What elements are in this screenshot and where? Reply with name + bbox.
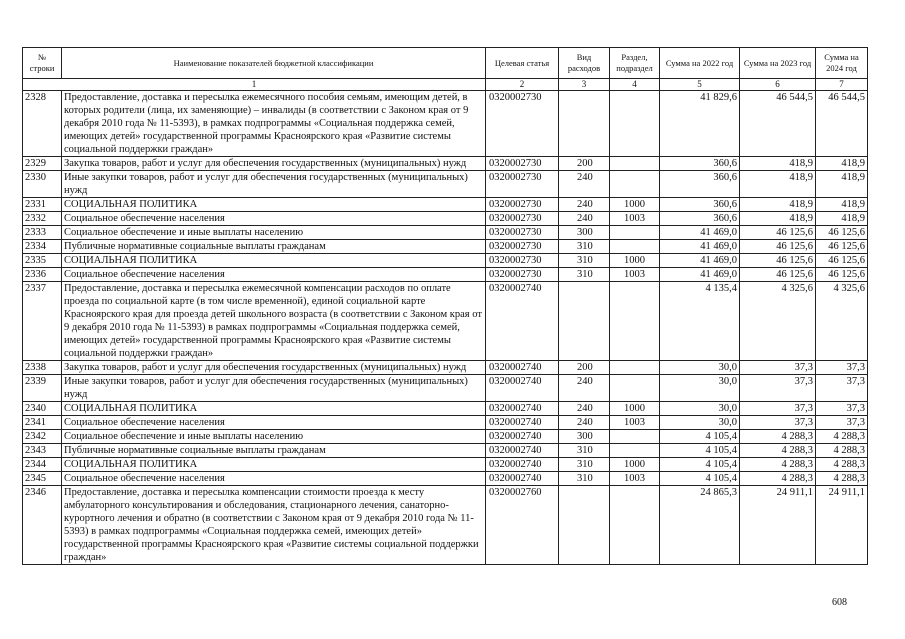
row-kind-cell: 300 [559,430,610,444]
row-section-cell [610,240,660,254]
row-section-cell [610,282,660,361]
row-sum-2023-cell: 418,9 [740,171,816,198]
row-article-cell: 0320002730 [486,240,559,254]
header-article: Целевая статья [486,48,559,79]
row-sum-2024-cell: 418,9 [816,171,868,198]
row-sum-2023-cell: 24 911,1 [740,486,816,565]
row-sum-2022-cell: 360,6 [660,157,740,171]
row-sum-2024-cell: 37,3 [816,375,868,402]
row-sum-2022-cell: 30,0 [660,402,740,416]
row-sum-2024-cell: 46 125,6 [816,268,868,282]
row-kind-cell: 240 [559,375,610,402]
row-sum-2024-cell: 4 288,3 [816,430,868,444]
row-number-cell: 2328 [23,91,62,157]
row-section-cell: 1000 [610,198,660,212]
row-article-cell: 0320002740 [486,444,559,458]
row-sum-2024-cell: 37,3 [816,402,868,416]
row-name-cell: Социальное обеспечение населения [62,472,486,486]
row-name-cell: СОЦИАЛЬНАЯ ПОЛИТИКА [62,198,486,212]
row-sum-2023-cell: 46 125,6 [740,240,816,254]
table-row [23,212,868,226]
row-section-cell: 1000 [610,458,660,472]
table-row [23,458,868,472]
table-row [23,171,868,198]
row-sum-2022-cell: 41 469,0 [660,226,740,240]
row-sum-2022-cell: 41 829,6 [660,91,740,157]
row-sum-2023-cell: 37,3 [740,402,816,416]
row-sum-2024-cell: 37,3 [816,361,868,375]
column-number: 6 [740,79,816,91]
row-sum-2023-cell: 4 288,3 [740,430,816,444]
row-sum-2023-cell: 37,3 [740,375,816,402]
row-kind-cell [559,282,610,361]
column-number: 3 [559,79,610,91]
row-section-cell: 1003 [610,472,660,486]
row-name-cell: Закупка товаров, работ и услуг для обеспечения государственных (муниципальных) нужд [62,361,486,375]
table-row [23,416,868,430]
row-article-cell: 0320002740 [486,416,559,430]
row-article-cell: 0320002730 [486,157,559,171]
table-row [23,240,868,254]
row-section-cell: 1000 [610,402,660,416]
row-sum-2023-cell: 4 288,3 [740,444,816,458]
row-sum-2024-cell: 46 544,5 [816,91,868,157]
row-sum-2023-cell: 37,3 [740,416,816,430]
row-section-cell [610,486,660,565]
row-kind-cell: 240 [559,402,610,416]
row-sum-2022-cell: 4 105,4 [660,458,740,472]
row-sum-2022-cell: 24 865,3 [660,486,740,565]
row-section-cell [610,375,660,402]
header-name: Наименование показателей бюджетной классификации [62,48,486,79]
table-row [23,430,868,444]
row-number-cell: 2333 [23,226,62,240]
row-name-cell: Социальное обеспечение и иные выплаты населению [62,430,486,444]
row-section-cell: 1003 [610,212,660,226]
row-sum-2022-cell: 30,0 [660,416,740,430]
row-article-cell: 0320002730 [486,91,559,157]
row-name-cell: Социальное обеспечение населения [62,416,486,430]
row-name-cell: Социальное обеспечение и иные выплаты населению [62,226,486,240]
header-section: Раздел, подраздел [610,48,660,79]
row-kind-cell: 200 [559,361,610,375]
row-name-cell: Предоставление, доставка и пересылка компенсации стоимости проезда к месту амбулаторного консультирования и обследования, стационарного лечения, санаторно-курортного лечения и обратно (в соответствии с Законом края от 9 декабря 2010 года № 11-5393) в рамках подпрограммы «Социальная поддержка семей, имеющих детей» государственной программы Красноярского края «Развитие системы социальной поддержки граждан» [62,486,486,565]
row-article-cell: 0320002740 [486,375,559,402]
row-sum-2023-cell: 46 125,6 [740,254,816,268]
row-article-cell: 0320002730 [486,268,559,282]
row-sum-2022-cell: 360,6 [660,198,740,212]
row-sum-2024-cell: 4 325,6 [816,282,868,361]
header-row-no: № строки [23,48,62,79]
row-number-cell: 2343 [23,444,62,458]
row-sum-2022-cell: 4 105,4 [660,472,740,486]
table-row [23,361,868,375]
row-sum-2023-cell: 46 125,6 [740,268,816,282]
budget-table [22,47,868,565]
row-kind-cell: 300 [559,226,610,240]
table-row [23,226,868,240]
row-section-cell [610,444,660,458]
row-article-cell: 0320002740 [486,430,559,444]
row-section-cell [610,361,660,375]
row-name-cell: Иные закупки товаров, работ и услуг для обеспечения государственных (муниципальных) нужд [62,171,486,198]
table-row [23,486,868,565]
row-number-cell: 2329 [23,157,62,171]
row-name-cell: Социальное обеспечение населения [62,268,486,282]
row-sum-2022-cell: 30,0 [660,375,740,402]
row-sum-2024-cell: 4 288,3 [816,444,868,458]
row-article-cell: 0320002730 [486,171,559,198]
row-number-cell: 2341 [23,416,62,430]
row-number-cell: 2339 [23,375,62,402]
row-article-cell: 0320002740 [486,402,559,416]
row-number-cell: 2330 [23,171,62,198]
header-sum-2023: Сумма на 2023 год [740,48,816,79]
row-number-cell: 2342 [23,430,62,444]
row-kind-cell: 240 [559,212,610,226]
row-number-cell: 2332 [23,212,62,226]
row-name-cell: СОЦИАЛЬНАЯ ПОЛИТИКА [62,458,486,472]
row-kind-cell: 240 [559,416,610,430]
row-number-cell: 2338 [23,361,62,375]
row-kind-cell: 200 [559,157,610,171]
row-number-cell: 2331 [23,198,62,212]
row-number-cell: 2346 [23,486,62,565]
row-article-cell: 0320002760 [486,486,559,565]
table-body [23,91,868,565]
row-sum-2024-cell: 46 125,6 [816,226,868,240]
row-sum-2024-cell: 4 288,3 [816,458,868,472]
header-sum-2022: Сумма на 2022 год [660,48,740,79]
row-sum-2024-cell: 418,9 [816,198,868,212]
row-article-cell: 0320002740 [486,361,559,375]
row-sum-2024-cell: 418,9 [816,157,868,171]
row-number-cell: 2345 [23,472,62,486]
column-number: 2 [486,79,559,91]
row-sum-2023-cell: 4 288,3 [740,472,816,486]
row-sum-2022-cell: 41 469,0 [660,240,740,254]
row-sum-2023-cell: 4 325,6 [740,282,816,361]
column-number: 4 [610,79,660,91]
row-sum-2022-cell: 4 105,4 [660,444,740,458]
row-name-cell: Предоставление, доставка и пересылка ежемесячного пособия семьям, имеющим детей, в которых родители (лица, их заменяющие) – инвалиды (в соответствии с Законом края от 9 декабря 2010 года № 11-5393), в рамках подпрограммы «Социальная поддержка семей, имеющих детей» государственной программы Красноярского края «Развитие системы социальной поддержки граждан» [62,91,486,157]
row-kind-cell: 310 [559,254,610,268]
header-sum-2024: Сумма на 2024 год [816,48,868,79]
row-article-cell: 0320002730 [486,226,559,240]
table-row [23,254,868,268]
row-kind-cell: 310 [559,458,610,472]
row-section-cell [610,430,660,444]
table-row [23,282,868,361]
row-name-cell: Иные закупки товаров, работ и услуг для обеспечения государственных (муниципальных) нужд [62,375,486,402]
row-article-cell: 0320002740 [486,458,559,472]
table-row [23,375,868,402]
row-sum-2024-cell: 418,9 [816,212,868,226]
column-number: 1 [23,79,486,91]
row-sum-2022-cell: 41 469,0 [660,268,740,282]
row-sum-2022-cell: 4 105,4 [660,430,740,444]
row-sum-2022-cell: 360,6 [660,171,740,198]
row-sum-2023-cell: 46 125,6 [740,226,816,240]
row-kind-cell: 310 [559,240,610,254]
row-article-cell: 0320002740 [486,472,559,486]
row-name-cell: Предоставление, доставка и пересылка ежемесячной компенсации расходов по оплате проезда по социальной карте (в том числе временной), единой социальной карте Красноярского края для проезда детей школьного возраста (в соответствии с Законом края от 9 декабря 2010 года № 11-5393) в рамках подпрограммы «Социальная поддержка семей, имеющих детей» государственной программы Красноярского края «Развитие системы социальной поддержки граждан» [62,282,486,361]
row-section-cell [610,157,660,171]
row-sum-2023-cell: 37,3 [740,361,816,375]
row-section-cell [610,91,660,157]
row-kind-cell [559,91,610,157]
row-article-cell: 0320002730 [486,212,559,226]
table-row [23,444,868,458]
row-name-cell: Социальное обеспечение населения [62,212,486,226]
row-sum-2023-cell: 418,9 [740,198,816,212]
row-sum-2024-cell: 37,3 [816,416,868,430]
row-article-cell: 0320002740 [486,282,559,361]
row-number-cell: 2337 [23,282,62,361]
row-section-cell: 1003 [610,268,660,282]
table-row [23,198,868,212]
row-name-cell: Публичные нормативные социальные выплаты гражданам [62,444,486,458]
row-section-cell: 1000 [610,254,660,268]
row-sum-2022-cell: 30,0 [660,361,740,375]
row-number-cell: 2334 [23,240,62,254]
budget-table-sheet [22,47,867,565]
row-sum-2024-cell: 46 125,6 [816,254,868,268]
header-row [23,48,868,79]
column-number: 5 [660,79,740,91]
row-sum-2022-cell: 41 469,0 [660,254,740,268]
row-name-cell: СОЦИАЛЬНАЯ ПОЛИТИКА [62,402,486,416]
row-number-cell: 2336 [23,268,62,282]
table-row [23,472,868,486]
header-kind: Вид расходов [559,48,610,79]
row-kind-cell: 310 [559,268,610,282]
row-sum-2022-cell: 360,6 [660,212,740,226]
row-kind-cell: 240 [559,198,610,212]
row-section-cell [610,171,660,198]
row-kind-cell: 310 [559,444,610,458]
row-sum-2023-cell: 4 288,3 [740,458,816,472]
row-sum-2024-cell: 46 125,6 [816,240,868,254]
row-sum-2022-cell: 4 135,4 [660,282,740,361]
row-section-cell [610,226,660,240]
row-article-cell: 0320002730 [486,254,559,268]
row-sum-2023-cell: 418,9 [740,157,816,171]
row-sum-2023-cell: 418,9 [740,212,816,226]
table-row [23,157,868,171]
table-row [23,91,868,157]
row-kind-cell [559,486,610,565]
row-name-cell: Публичные нормативные социальные выплаты гражданам [62,240,486,254]
row-sum-2024-cell: 4 288,3 [816,472,868,486]
table-row [23,268,868,282]
row-sum-2024-cell: 24 911,1 [816,486,868,565]
page-number: 608 [832,597,847,608]
row-number-cell: 2340 [23,402,62,416]
row-article-cell: 0320002730 [486,198,559,212]
row-section-cell: 1003 [610,416,660,430]
row-kind-cell: 310 [559,472,610,486]
row-sum-2023-cell: 46 544,5 [740,91,816,157]
row-number-cell: 2344 [23,458,62,472]
row-kind-cell: 240 [559,171,610,198]
column-number: 7 [816,79,868,91]
column-number-row [23,79,868,91]
row-name-cell: СОЦИАЛЬНАЯ ПОЛИТИКА [62,254,486,268]
row-number-cell: 2335 [23,254,62,268]
row-name-cell: Закупка товаров, работ и услуг для обеспечения государственных (муниципальных) нужд [62,157,486,171]
table-row [23,402,868,416]
